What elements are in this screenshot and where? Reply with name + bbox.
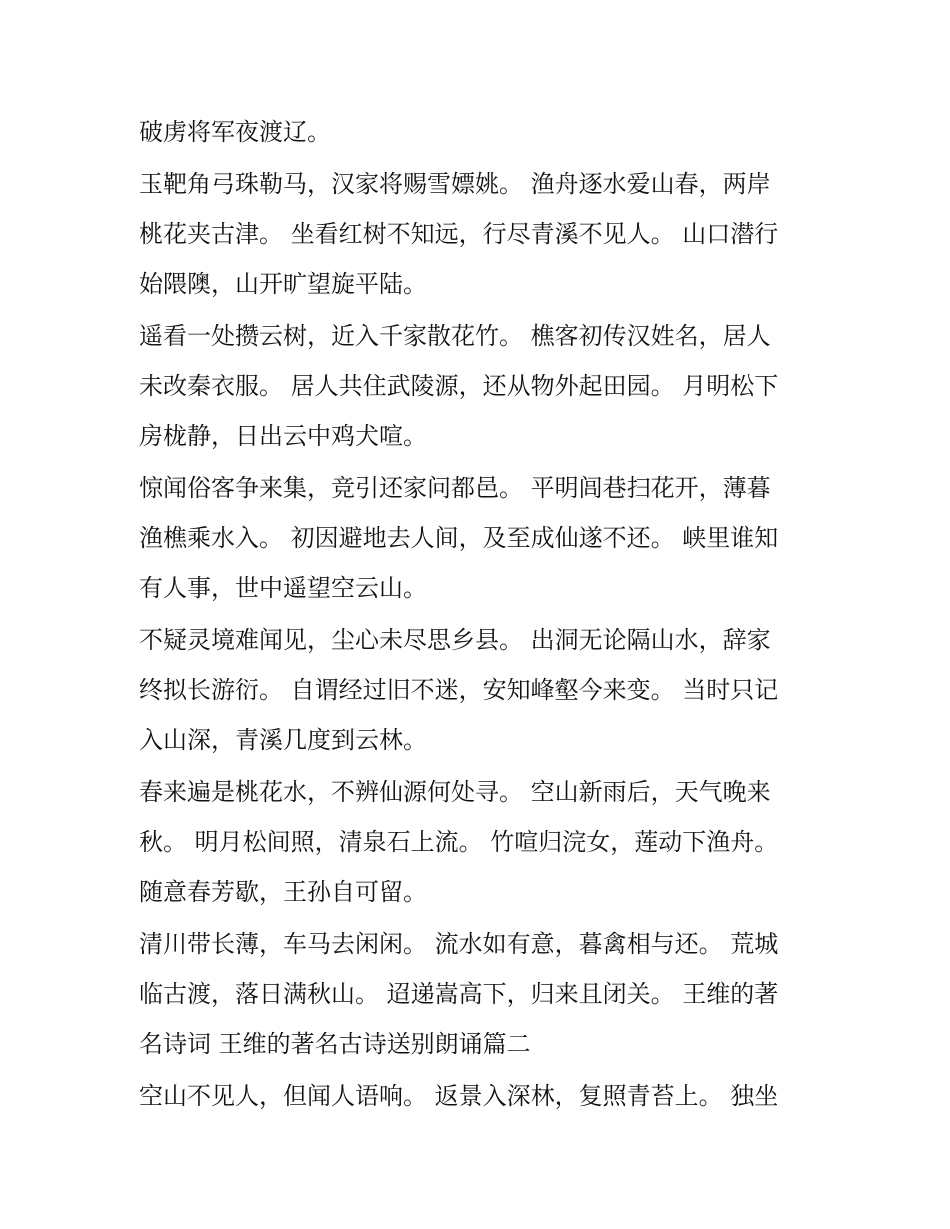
text-line: 未改秦衣服。 居人共住武陵源，还从物外起田园。 月明松下 [139,372,779,400]
text-line: 秋。 明月松间照，清泉石上流。 竹喧归浣女，莲动下渔舟。 [139,828,779,856]
text-line: 空山不见人，但闻人语响。 返景入深林，复照青苔上。 独坐 [139,1082,779,1110]
text-line: 房栊静，日出云中鸡犬喧。 [139,422,427,450]
text-line: 终拟长游衍。 自谓经过旧不迷，安知峰壑今来变。 当时只记 [139,676,779,704]
text-line: 玉靶角弓珠勒马，汉家将赐雪嫖姚。 渔舟逐水爱山春，两岸 [139,170,771,198]
text-line: 破虏将军夜渡辽。 [139,118,331,146]
text-line: 桃花夹古津。 坐看红树不知远，行尽青溪不见人。 山口潜行 [139,220,779,248]
text-line: 惊闻俗客争来集，竞引还家问都邑。 平明闾巷扫花开，薄暮 [139,474,771,502]
text-line: 名诗词 王维的著名古诗送别朗诵篇二 [139,1030,531,1058]
text-line: 入山深，青溪几度到云林。 [139,726,427,754]
text-line: 春来遍是桃花水，不辨仙源何处寻。 空山新雨后，天气晚来 [139,778,771,806]
text-line: 随意春芳歇，王孙自可留。 [139,878,427,906]
text-line: 始隈隩，山开旷望旋平陆。 [139,270,427,298]
text-line: 有人事，世中遥望空云山。 [139,574,427,602]
text-line: 渔樵乘水入。 初因避地去人间，及至成仙遂不还。 峡里谁知 [139,524,779,552]
text-line: 遥看一处攒云树，近入千家散花竹。 樵客初传汉姓名，居人 [139,322,771,350]
document-body [139,107,819,1121]
text-line: 清川带长薄，车马去闲闲。 流水如有意，暮禽相与还。 荒城 [139,930,779,958]
text-line: 临古渡，落日满秋山。 迢递嵩高下，归来且闭关。 王维的著 [139,980,779,1008]
text-line: 不疑灵境难闻见，尘心未尽思乡县。 出洞无论隔山水，辞家 [139,626,771,654]
